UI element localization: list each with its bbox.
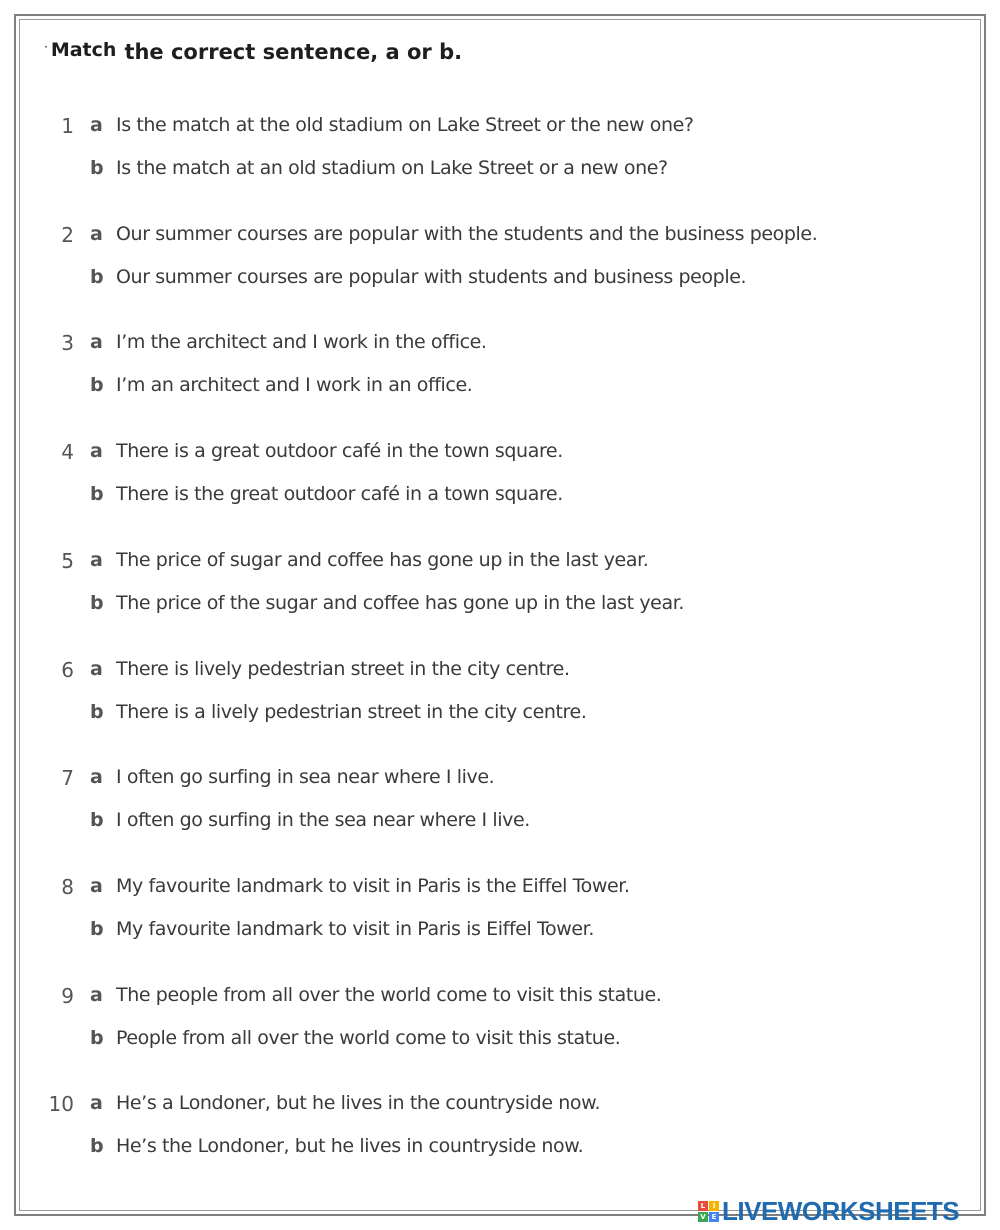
question-number: 6 [61, 658, 74, 682]
option-letter: a [90, 658, 103, 680]
liveworksheets-logo [698, 1196, 959, 1227]
option-letter: b [90, 701, 104, 723]
logo-text: LIVEWORKSHEETS [722, 1196, 960, 1226]
option-b-sentence: He’s the Londoner, but he lives in countryside now. [116, 1135, 584, 1157]
option-letter: b [90, 592, 104, 614]
option-a-sentence: I’m the architect and I work in the office. [116, 331, 487, 353]
option-b-sentence: The price of the sugar and coffee has gone up in the last year. [116, 592, 685, 614]
option-b-sentence: Is the match at an old stadium on Lake Street or a new one? [116, 157, 668, 179]
question-number: 8 [61, 875, 74, 899]
option-b-sentence: I often go surfing in the sea near where I live. [116, 809, 530, 831]
option-b-sentence: I’m an architect and I work in an office. [116, 374, 473, 396]
option-letter: b [90, 809, 104, 831]
question-number: 10 [48, 1092, 74, 1116]
option-b-sentence: My favourite landmark to visit in Paris is Eiffel Tower. [116, 918, 594, 940]
question-number: 7 [61, 766, 74, 790]
logo-mark-icon [698, 1201, 719, 1222]
logo-tile: V [698, 1212, 708, 1222]
logo-tile: L [698, 1201, 708, 1211]
option-b-sentence: There is a lively pedestrian street in the city centre. [116, 701, 587, 723]
instruction-bullet: · [44, 40, 48, 54]
option-a-sentence: The price of sugar and coffee has gone up in the last year. [116, 549, 649, 571]
option-b-sentence: People from all over the world come to visit this statue. [116, 1027, 621, 1049]
option-letter: a [90, 766, 103, 788]
option-letter: a [90, 549, 103, 571]
question-number: 1 [61, 114, 74, 138]
question-number: 3 [61, 331, 74, 355]
option-letter: a [90, 114, 103, 136]
option-a-sentence: He’s a Londoner, but he lives in the countryside now. [116, 1092, 601, 1114]
option-a-sentence: Is the match at the old stadium on Lake Street or the new one? [116, 114, 694, 136]
option-a-sentence: Our summer courses are popular with the students and the business people. [116, 223, 818, 245]
option-a-sentence: My favourite landmark to visit in Paris is the Eiffel Tower. [116, 875, 630, 897]
option-letter: b [90, 266, 104, 288]
question-number: 4 [61, 440, 74, 464]
option-letter: b [90, 918, 104, 940]
question-number: 5 [61, 549, 74, 573]
option-letter: a [90, 331, 103, 353]
option-a-sentence: There is a great outdoor café in the town square. [116, 440, 563, 462]
logo-tile: E [709, 1212, 719, 1222]
option-letter: b [90, 1027, 104, 1049]
option-letter: a [90, 875, 103, 897]
option-letter: b [90, 483, 104, 505]
question-number: 9 [61, 984, 74, 1008]
question-number: 2 [61, 223, 74, 247]
option-b-sentence: There is the great outdoor café in a town square. [116, 483, 563, 505]
option-letter: a [90, 223, 103, 245]
option-a-sentence: I often go surfing in sea near where I live. [116, 766, 495, 788]
logo-tile: I [709, 1201, 719, 1211]
instruction-heading [44, 40, 462, 64]
option-letter: a [90, 1092, 103, 1114]
option-letter: b [90, 1135, 104, 1157]
option-a-sentence: There is lively pedestrian street in the city centre. [116, 658, 570, 680]
option-a-sentence: The people from all over the world come to visit this statue. [116, 984, 662, 1006]
option-letter: b [90, 374, 104, 396]
option-letter: a [90, 440, 103, 462]
option-b-sentence: Our summer courses are popular with students and business people. [116, 266, 747, 288]
option-letter: a [90, 984, 103, 1006]
option-letter: b [90, 157, 104, 179]
instruction-match-word: Match [50, 39, 117, 61]
instruction-text: the correct sentence, a or b. [124, 40, 463, 64]
